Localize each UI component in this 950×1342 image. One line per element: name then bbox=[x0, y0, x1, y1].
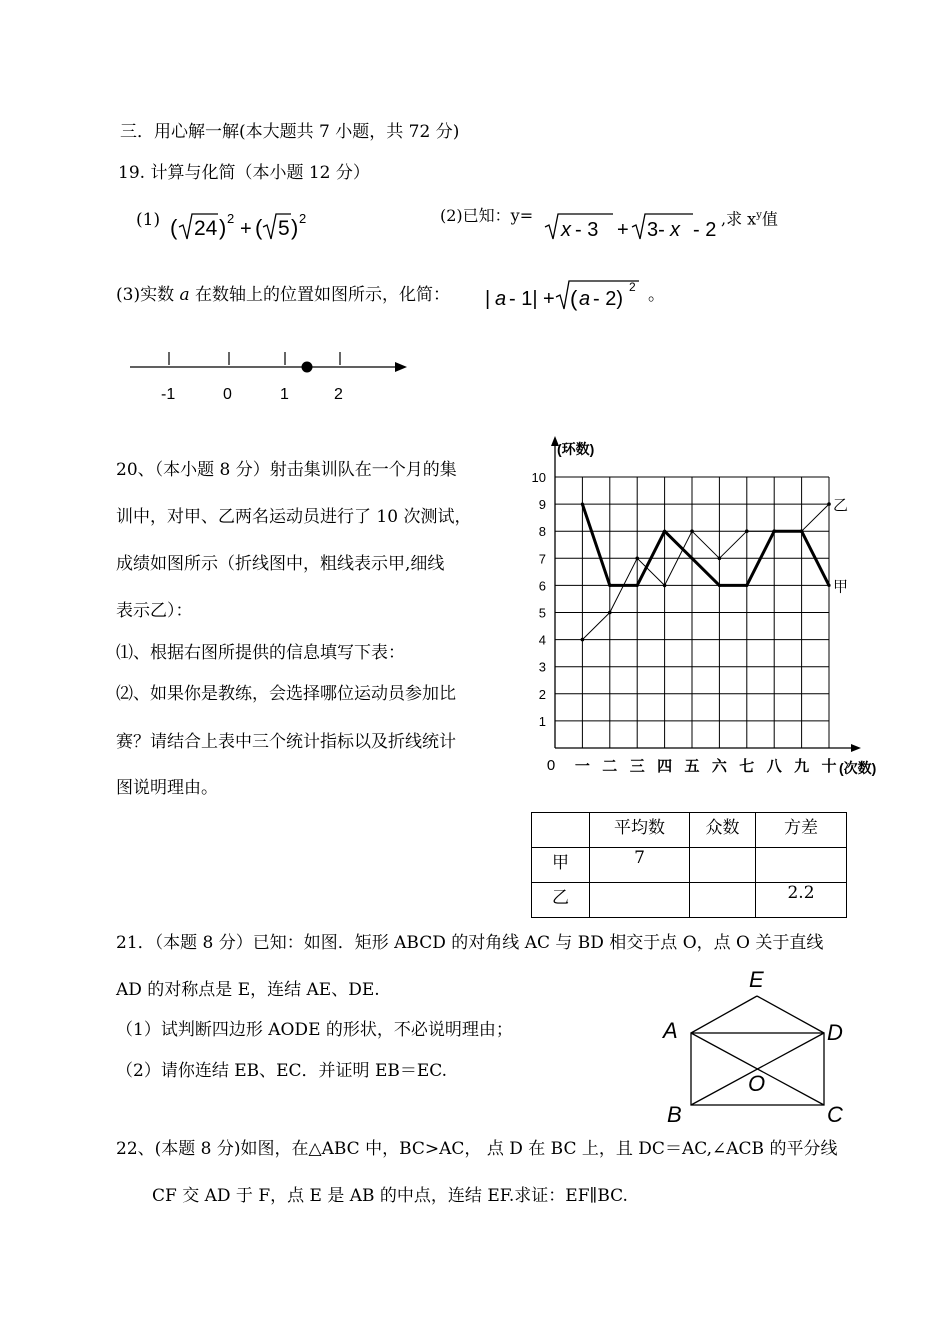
q22-line-2: CF 交 AD 于 F，点 E 是 AB 的中点，连结 EF.求证：EF∥BC. bbox=[152, 1186, 628, 1206]
svg-text:+: + bbox=[543, 288, 555, 310]
x-tick-label: 八 bbox=[766, 758, 782, 775]
svg-text:(: ( bbox=[255, 215, 263, 240]
svg-text:(: ( bbox=[570, 286, 578, 311]
svg-text:a: a bbox=[495, 288, 507, 310]
numberline-label-0: 0 bbox=[223, 386, 232, 403]
svg-text:- 2): - 2) bbox=[593, 288, 623, 310]
numberline-label-neg1: -1 bbox=[161, 386, 176, 403]
q20-line-7: 赛？请结合上表中三个统计指标以及折线统计 bbox=[116, 732, 456, 752]
table-row bbox=[532, 883, 847, 918]
number-line bbox=[125, 345, 415, 405]
svg-text:- 2: - 2 bbox=[693, 219, 717, 241]
data-point bbox=[690, 557, 693, 560]
q21-line-1: 21．（本题 8 分）已知：如图．矩形 ABCD 的对角线 AC 与 BD 相交于点 O，点 O 关于直线 bbox=[116, 933, 824, 953]
origin-label: 0 bbox=[546, 757, 556, 774]
q22-line-1: 22、(本题 8 分)如图，在△ABC 中，BC>AC， 点 D 在 BC 上，且 DC＝AC,∠ACB 的平分线 bbox=[116, 1139, 838, 1159]
svg-text:2: 2 bbox=[227, 211, 235, 226]
score-line-chart bbox=[520, 432, 940, 777]
svg-text:x: x bbox=[561, 219, 571, 241]
series-label: 甲 bbox=[833, 578, 849, 596]
data-point bbox=[745, 584, 748, 587]
svg-text:|: | bbox=[485, 288, 491, 310]
data-point bbox=[718, 557, 722, 561]
svg-text:3-: 3- bbox=[647, 219, 665, 241]
data-point bbox=[663, 584, 667, 588]
data-point bbox=[772, 529, 776, 533]
q19-part1-label: (1) bbox=[136, 210, 161, 230]
table-header-cell: 平均数 bbox=[590, 813, 690, 848]
q19-part1-radicand-a: 24 bbox=[194, 217, 218, 240]
q20-line-5: ⑴、根据右图所提供的信息填写下表： bbox=[116, 643, 405, 663]
q20-line-2: 训中，对甲、乙两名运动员进行了 10 次测试， bbox=[116, 507, 472, 527]
point-a-dot bbox=[302, 362, 313, 373]
svg-text:x: x bbox=[670, 219, 680, 241]
table-cell: 甲 bbox=[532, 848, 590, 883]
q19-part1-radicand-b: 5 bbox=[278, 217, 290, 240]
svg-text:2: 2 bbox=[299, 211, 307, 226]
y-tick-label: 6 bbox=[538, 578, 546, 594]
x-tick-label: 四 bbox=[657, 758, 673, 775]
label-e: E bbox=[749, 967, 764, 992]
q21-line-3: （1）试判断四边形 AODE 的形状，不必说明理由； bbox=[116, 1020, 513, 1040]
x-tick-label: 六 bbox=[711, 758, 727, 775]
data-point bbox=[800, 529, 804, 533]
y-tick-label: 8 bbox=[538, 524, 546, 540]
table-header-cell: 方差 bbox=[756, 813, 847, 848]
q19-part2-expression bbox=[543, 205, 723, 245]
x-axis-label: (次数) bbox=[839, 760, 877, 776]
data-point bbox=[827, 584, 830, 587]
q20-line-1: 20、（本小题 8 分）射击集训队在一个月的集 bbox=[116, 460, 457, 480]
svg-text:- 3: - 3 bbox=[575, 219, 599, 241]
svg-text:+: + bbox=[617, 219, 629, 241]
svg-text:- 1|: - 1| bbox=[509, 288, 538, 310]
data-point bbox=[608, 611, 612, 615]
table-cell: 乙 bbox=[532, 883, 590, 918]
x-tick-label: 二 bbox=[602, 758, 618, 775]
table-cell bbox=[756, 848, 847, 883]
x-tick-label: 九 bbox=[794, 758, 810, 775]
table-cell: 7 bbox=[590, 848, 690, 883]
x-tick-label: 五 bbox=[684, 758, 700, 775]
table-header-cell: 众数 bbox=[690, 813, 756, 848]
segment-ae bbox=[691, 996, 757, 1033]
series-label: 乙 bbox=[833, 497, 849, 515]
q21-line-2: AD 的对称点是 E，连结 AE、DE. bbox=[116, 980, 380, 1000]
q20-line-6: ⑵、如果你是教练，会选择哪位运动员参加比 bbox=[116, 684, 456, 704]
table-header-cell bbox=[532, 813, 590, 848]
data-point bbox=[636, 584, 639, 587]
q19-part1-expression bbox=[170, 208, 320, 248]
data-point bbox=[690, 529, 694, 533]
q19-part2-tail: ,求 x bbox=[721, 209, 757, 229]
y-tick-label: 3 bbox=[538, 659, 546, 675]
rectangle-diagram bbox=[655, 962, 855, 1132]
segment-de bbox=[757, 996, 824, 1033]
x-tick-label: 三 bbox=[629, 758, 645, 775]
svg-text:): ) bbox=[219, 215, 227, 240]
data-point bbox=[581, 503, 584, 506]
svg-text:(: ( bbox=[170, 215, 178, 240]
data-point bbox=[827, 502, 831, 506]
data-point bbox=[581, 638, 585, 642]
data-point bbox=[718, 584, 721, 587]
y-tick-label: 4 bbox=[538, 632, 546, 648]
y-tick-label: 2 bbox=[538, 686, 546, 702]
y-tick-label: 1 bbox=[538, 713, 546, 729]
x-tick-label: 十 bbox=[821, 758, 837, 775]
svg-text:a: a bbox=[579, 288, 591, 310]
y-tick-label: 7 bbox=[538, 551, 546, 567]
table-cell: 2.2 bbox=[756, 883, 847, 918]
label-a: A bbox=[663, 1018, 678, 1043]
q20-line-4: 表示乙）： bbox=[116, 601, 193, 621]
numberline-label-2: 2 bbox=[334, 386, 343, 403]
svg-text:): ) bbox=[291, 215, 299, 240]
table-header-row bbox=[532, 813, 847, 848]
q19-part2-label: (2)已知：y= bbox=[440, 206, 534, 225]
q19-part2-end: 值 bbox=[761, 209, 778, 229]
q20-line-3: 成绩如图所示（折线图中，粗线表示甲,细线 bbox=[116, 554, 445, 574]
label-b: B bbox=[667, 1102, 682, 1127]
data-point bbox=[635, 557, 639, 561]
label-c: C bbox=[827, 1102, 843, 1127]
numberline-label-1: 1 bbox=[280, 386, 289, 403]
table-cell bbox=[690, 883, 756, 918]
label-o: O bbox=[748, 1071, 766, 1096]
section-heading: 三．用心解一解(本大题共 7 小题，共 72 分) bbox=[120, 122, 460, 142]
x-tick-label: 一 bbox=[574, 758, 590, 775]
y-tick-label: 5 bbox=[538, 605, 546, 621]
x-axis-arrow bbox=[851, 744, 861, 752]
stats-table bbox=[531, 812, 847, 918]
q19-part3-var: a bbox=[179, 285, 190, 305]
y-tick-label: 10 bbox=[531, 470, 546, 485]
data-point bbox=[608, 584, 611, 587]
svg-text:2: 2 bbox=[629, 280, 636, 294]
q21-line-4: （2）请你连结 EB、EC．并证明 EB＝EC. bbox=[116, 1061, 448, 1081]
table-cell bbox=[690, 848, 756, 883]
data-point bbox=[663, 530, 666, 533]
q19-title: 19. 计算与化简（本小题 12 分） bbox=[118, 163, 370, 183]
label-d: D bbox=[827, 1020, 843, 1045]
x-tick-label: 七 bbox=[739, 758, 755, 775]
q19-part3-text: (3)实数 a 在数轴上的位置如图所示，化简： bbox=[116, 285, 451, 305]
q19-part2-sup: y bbox=[756, 210, 762, 221]
svg-text:+: + bbox=[240, 218, 252, 240]
q19-part3-end: 。 bbox=[648, 285, 665, 305]
q20-line-8: 图说明理由。 bbox=[116, 778, 218, 798]
table-row bbox=[532, 848, 847, 883]
table-cell bbox=[590, 883, 690, 918]
y-axis-label: (环数) bbox=[557, 441, 595, 457]
y-tick-label: 9 bbox=[538, 497, 546, 513]
data-point bbox=[745, 529, 749, 533]
q19-part3-expression bbox=[483, 275, 653, 315]
